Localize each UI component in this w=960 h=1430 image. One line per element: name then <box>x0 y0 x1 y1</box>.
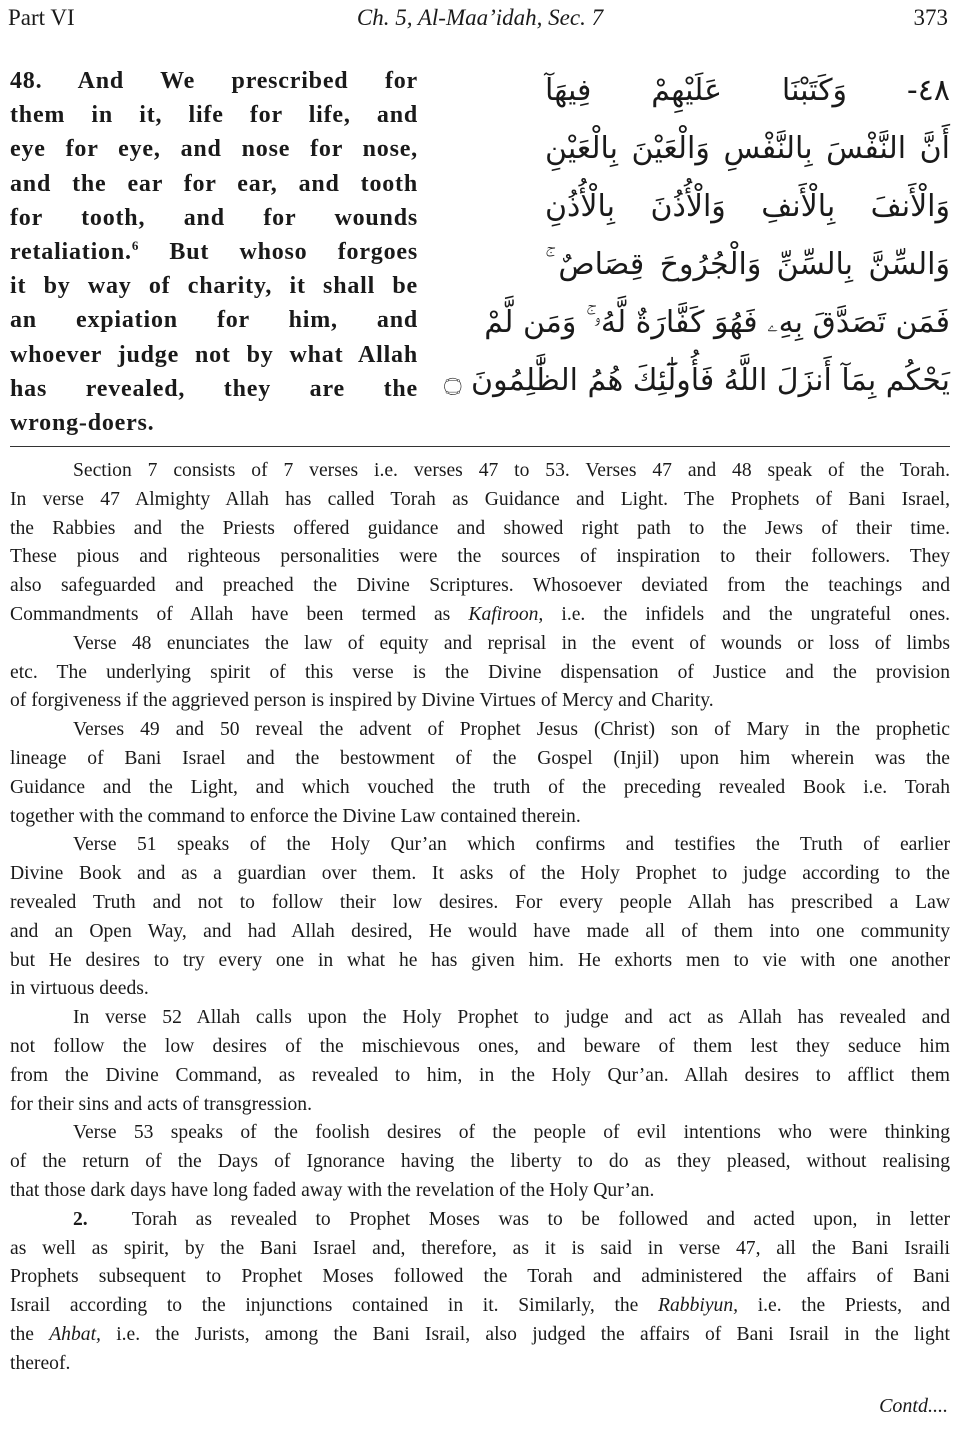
continued-note: Contd.... <box>879 1395 948 1417</box>
paragraph-line: the Rabbies and the Priests offered guidance and showed right path to the Jews of their time. <box>10 517 950 539</box>
arabic-line: وَالْأَنفَ بِالْأَنفِ وَالْأُذُنَ بِالْأُذُنِ <box>545 189 950 224</box>
italic-term: Rabbiyun, <box>658 1295 739 1317</box>
italic-term: Ahbat, <box>49 1323 101 1345</box>
paragraph-line: lineage of Bani Israel and the bestowment of the Gospel (Injil) upon him wherein was the <box>10 747 950 769</box>
divider <box>10 446 950 447</box>
commentary <box>10 457 950 1379</box>
paragraph-line: Prophets subsequent to Prophet Moses followed the Torah and administered the affairs of Bani <box>10 1266 950 1288</box>
italic-term: Kafiroon, <box>468 603 544 625</box>
paragraph-line: that those dark days have long faded away with the revelation of the Holy Qur’an. <box>10 1179 655 1201</box>
paragraph-line: thereof. <box>10 1352 71 1374</box>
paragraph-line: as well as spirit, by the Bani Israel and, therefore, as it is said in verse 47, all the Bani Israili <box>10 1237 950 1259</box>
verse-line: whoever judge not by what Allah <box>10 341 418 368</box>
page-number: 373 <box>913 5 948 30</box>
header-chapter: Ch. 5, Al-Maa’idah, Sec. 7 <box>356 5 604 30</box>
paragraph-line: In verse 47 Almighty Allah has called Torah as Guidance and Light. The Prophets of Bani Israel, <box>10 488 950 510</box>
verse-line: an expiation for him, and <box>10 307 418 334</box>
paragraph-line: from the Divine Command, as revealed to him, in the Holy Qur’an. Allah desires to afflict them <box>10 1064 950 1086</box>
paragraph-line: of the return of the Days of Ignorance having the liberty to do as they pleased, without realising <box>10 1151 950 1173</box>
paragraph-line: Verse 53 speaks of the foolish desires of the people of evil intentions who were thinking <box>73 1122 950 1144</box>
paragraph-line: In verse 52 Allah calls upon the Holy Prophet to judge and act as Allah has revealed and <box>73 1007 950 1029</box>
verse-line: it by way of charity, it shall be <box>10 273 418 300</box>
paragraph-line: Verse 48 enunciates the law of equity and reprisal in the event of wounds or loss of limbs <box>73 632 950 654</box>
paragraph-line: Section 7 consists of 7 verses i.e. verses 47 to 53. Verses 47 and 48 speak of the Torah. <box>73 460 950 481</box>
paragraph-line: Israil according to the injunctions contained in it. Similarly, the Rabbiyun, i.e. the Priests, and <box>10 1295 951 1317</box>
paragraph-line: but He desires to try every one in what he has given him. He exhorts men to vie with one another <box>10 949 950 971</box>
paragraph-line: revealed Truth and not to follow their low desires. For every people Allah has prescribed a Law <box>10 891 950 913</box>
verse-line: eye for eye, and nose for nose, <box>10 136 418 163</box>
verse-translation <box>10 64 418 440</box>
verse-line: retaliation.$^6$ But whoso forgoes <box>10 238 418 266</box>
footnote-ref: 6 <box>131 238 140 254</box>
paragraph-line: Commandments of Allah have been termed as Kafiroon, i.e. the infidels and the ungrateful ones. <box>10 603 950 625</box>
paragraph-line: Verses 49 and 50 reveal the advent of Prophet Jesus (Christ) son of Mary in the prophetic <box>73 719 950 741</box>
paragraph-line: Divine Book and as a guardian over them. It asks of the Holy Prophet to judge according to the <box>10 863 950 885</box>
verse-line: and the ear for ear, and tooth <box>10 170 418 197</box>
paragraph-line: in virtuous deeds. <box>10 978 149 1000</box>
paragraph-line: etc. The underlying spirit of this verse is the Divine dispensation of Justice and the provision <box>10 661 950 683</box>
verse-line: for tooth, and for wounds <box>10 204 418 231</box>
arabic-line: يَحْكُم بِمَآ أَنزَلَ اللَّهُ فَأُولَٰٓئِكَ هُمُ الظَّٰلِمُونَ ۝ <box>443 363 950 398</box>
paragraph-line: Verse 51 speaks of the Holy Qur’an which confirms and testifies the Truth of earlier <box>73 834 950 856</box>
verse-line: 48. And We prescribed for <box>10 68 418 94</box>
paragraph-line: of forgiveness if the aggrieved person is inspired by Divine Virtues of Mercy and Charity. <box>10 690 714 712</box>
verse-line: has revealed, they are the <box>10 375 418 402</box>
arabic-line: ٤٨- وَكَتَبْنَا عَلَيْهِمْ فِيهَآ <box>545 73 950 108</box>
paragraph-line: 2. Torah as revealed to Prophet Moses was to be followed and acted upon, in letter <box>73 1208 950 1230</box>
paragraph-line: and an Open Way, and had Allah desired, He would have made all of them into one community <box>10 920 950 942</box>
verse-line: wrong-doers. <box>10 410 155 437</box>
paragraph-line: also safeguarded and preached the Divine Scriptures. Whosoever deviated from the teachings and <box>10 575 950 597</box>
paragraph-line: together with the command to enforce the Divine Law contained therein. <box>10 805 581 827</box>
header-part: Part VI <box>8 5 75 30</box>
arabic-line: وَالسِّنَّ بِالسِّنِّ وَالْجُرُوحَ قِصَاصٌ ۚ <box>545 247 950 282</box>
arabic-line: أَنَّ النَّفْسَ بِالنَّفْسِ وَالْعَيْنَ بِالْعَيْنِ <box>545 131 950 166</box>
paragraph-line: for their sins and acts of transgression. <box>10 1093 313 1115</box>
arabic-line: فَمَن تَصَدَّقَ بِهِۦ فَهُوَ كَفَّارَةٌ لَّهُۥ ۚ وَمَن لَّمْ <box>484 305 950 340</box>
note-number: 2. <box>73 1208 88 1230</box>
paragraph-line: not follow the low desires of the mischievous ones, and beware of them lest they seduce him <box>10 1035 950 1057</box>
verse-arabic <box>443 62 950 410</box>
verse-line: them in it, life for life, and <box>10 102 418 129</box>
paragraph-line: the Ahbat, i.e. the Jurists, among the Bani Israil, also judged the affairs of Bani Israil in the light <box>10 1323 950 1345</box>
paragraph-line: These pious and righteous personalities were the sources of inspiration to their followers. They <box>10 546 950 568</box>
paragraph-line: Guidance and the Light, and which vouched the truth of the preceding revealed Book i.e. Torah <box>10 776 950 798</box>
